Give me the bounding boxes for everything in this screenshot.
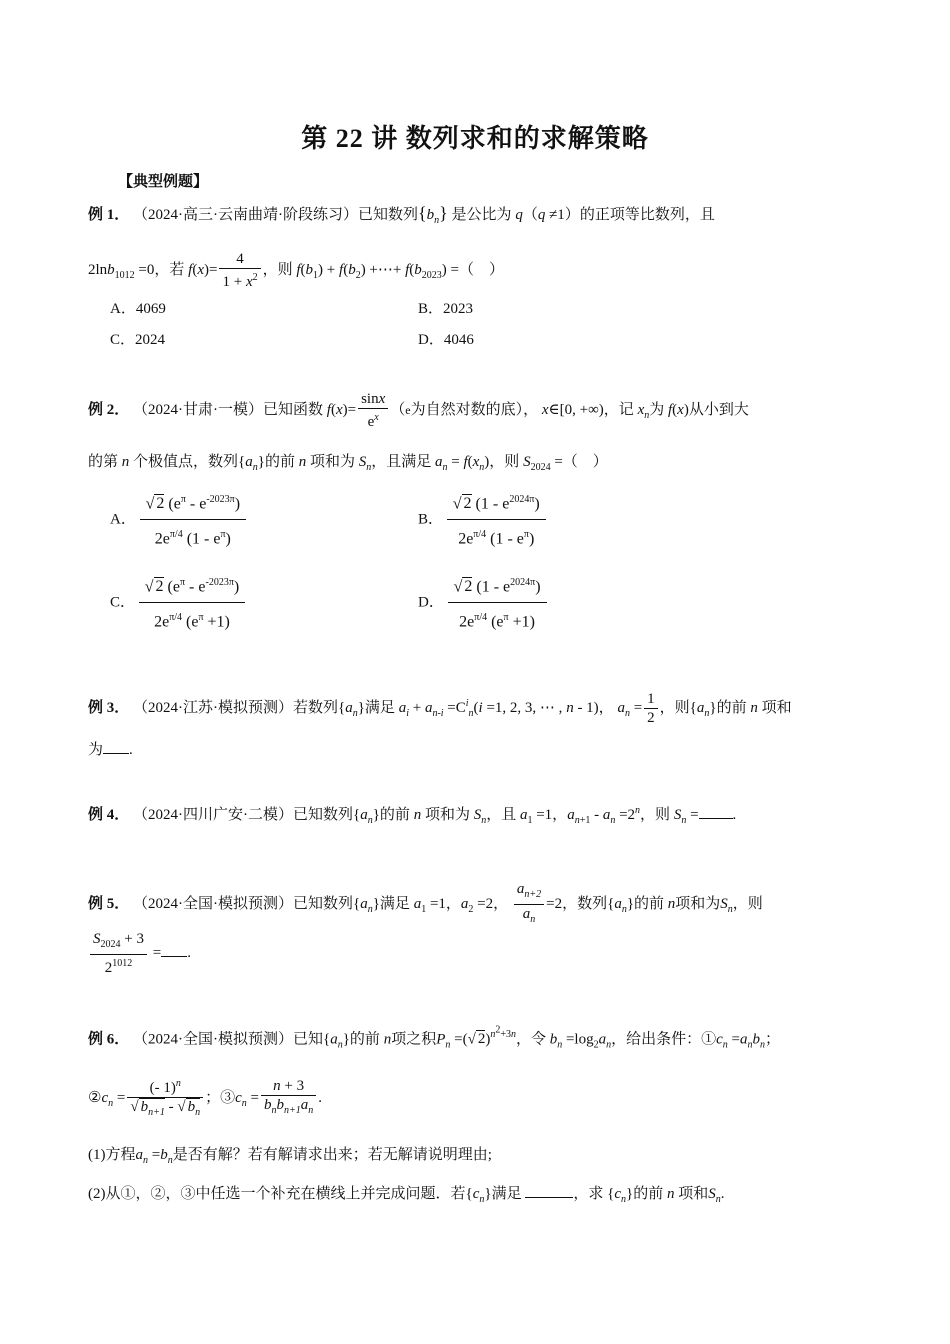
- example-2-option-b: B． $\frac{√ 2 (1 - e^{2024\pi})}{2e^{\pi/4} (1 - e^\pi)}$: [418, 485, 546, 555]
- example-1-option-a: A．4069: [110, 301, 166, 317]
- example-6-question-1: (1)方程$a_n =b_n$是否有解？若有解请求出来；若无解请说明理由;: [88, 1147, 492, 1166]
- example-1-label: 例 1．: [88, 207, 130, 223]
- condition-blank[interactable]: [525, 1183, 573, 1198]
- example-3-line-1: 例 3． （2024·江苏·模拟预测）若数列$\{a_n\}$满足 $a_i + a_{n-i} =C^i_n(i =1$, 2, 3, ⋯ , n - 1)， $a_n$ = $\frac{1}{2}$ ，则$\{a_n\}$的前 n 项和: [88, 691, 792, 726]
- example-6-line-2: $②c_n$ = $\frac{(- 1)^n}{√ b_{n+1} - √ b_n}$ ；$③c_n$ = $\frac{n + 3}{b_nb_{n+1}a_n}$ .: [88, 1075, 322, 1122]
- example-2-label: 例 2．: [88, 401, 130, 418]
- example-2-option-c: C． $\frac{√ 2 (e^\pi - e^{-2023\pi})}{2e^{\pi/4} (e^\pi +1)}$: [110, 568, 245, 638]
- example-4-line-1: 例 4． （2024·四川广安·二模）已知数列$\{a_n\}$的前 n 项和为 $S_n$，且 $a_1 =1$，$a_{n+1} - a_n =2^n$，则 $S_n$ = .: [88, 805, 737, 826]
- example-1-option-b: B．2023: [418, 301, 474, 317]
- example-2-line-2: 的第 n 个极值点，数列$\{a_n\}$的前 n 项和为 $S_n$，且满足 $a_n = f(x_n)$，则 $S_{2024}$ =（ ）: [88, 454, 608, 473]
- answer-blank[interactable]: [103, 739, 129, 754]
- example-5-label: 例 5．: [88, 895, 130, 912]
- example-6-line-1: 例 6． （2024·全国·模拟预测）已知$\{a_n\}$的前 n项之积$P_n$ =(√ 2)$^{n^2+3n}$，令 $b_n =\log_2a_n$，给出条件：$①c_n =a_nb_n$；: [88, 1025, 781, 1051]
- example-1-option-d: D．4046: [418, 332, 474, 348]
- example-2-option-d: D． $\frac{√ 2 (1 - e^{2024\pi})}{2e^{\pi/4} (e^\pi +1)}$: [418, 568, 547, 638]
- example-6-question-2: (2)从①，②，③中任选一个补充在横线上并完成问题．若$\{c_n\}$满足 ，求 $\{c_n\}$的前 n 项和$S_n$.: [88, 1182, 724, 1205]
- example-3-line-2: 为 .: [88, 738, 133, 759]
- section-heading: 【典型例题】: [118, 174, 209, 190]
- example-1-option-c: C．2024: [110, 332, 166, 348]
- example-5-line-2: $\frac{S_{2024} + 3}{2^{1012}}$ = .: [88, 930, 191, 977]
- example-2-option-a: A． $\frac{√ 2 (e^\pi - e^{-2023\pi})}{2e^{\pi/4} (1 - e^\pi)}$: [110, 485, 246, 555]
- example-4-label: 例 4．: [88, 807, 130, 823]
- page-title: 第 22 讲 数列求和的求解策略: [301, 124, 649, 153]
- answer-blank[interactable]: [699, 804, 733, 819]
- example-1-line-1: 例 1． （2024·高三·云南曲靖·阶段练习）已知数列$\{b_n\}$ 是公比为 q（q ≠1）的正项等比数列，且: [88, 203, 715, 226]
- answer-blank[interactable]: [161, 942, 187, 957]
- example-5-line-1: 例 5． （2024·全国·模拟预测）已知数列$\{a_n\}$满足 $a_1 =1$，$a_2 =2$， $\frac{a_{n+2}}{a_n}$ =2，数列$\{a_n\}$的前 n项和为$S_n$，则: [88, 880, 763, 929]
- example-1-line-2: 2lnb$_{1012}$ =0，若 f(x)= $\frac{4}{1 + x^2}$ ，则 $f(b_1) + f(b_2)$ +⋯+ $f(b_{2023})$ =（ ）: [88, 251, 504, 290]
- example-6-label: 例 6．: [88, 1031, 130, 1048]
- example-2-line-1: 例 2． （2024·甘肃·一模）已知函数 f(x)= $\frac{\sin x}{e^x}$ （e为自然对数的底）， x∈[0, +∞)，记 $x_n$为 f(x)从小到大: [88, 391, 749, 430]
- example-3-label: 例 3．: [88, 699, 130, 716]
